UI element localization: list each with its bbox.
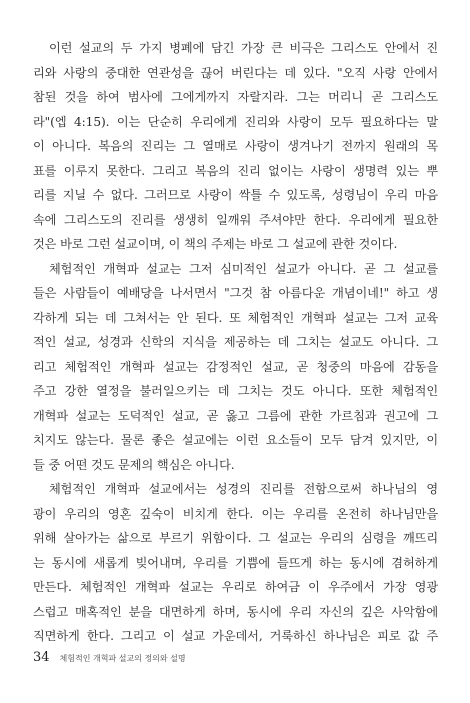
paragraph-3-line-1: 체험적인 개혁파 설교에서는 성경의 진리를 전함으로써 하나님의 영 [49,482,438,496]
paragraph-1-line-7: 리를 지닐 수 없다. 그러므로 사랑이 싹틀 수 있도록, 성령님이 우리 마음 [33,188,438,202]
paragraph-1-line-9: 것은 바로 그런 설교이며, 이 책의 주제는 바로 그 설교에 관한 것이다. [33,237,398,251]
paragraph-2-line-9: 들 중 어떤 것도 문제의 핵심은 아니다. [33,457,235,472]
paragraph-2-line-5: 리고 체험적인 개혁파 설교는 감정적인 설교, 곧 청중의 마음에 감동을 [33,359,438,374]
paragraph-1-line-6: 표를 이루지 못한다. 그리고 복음의 진리 없이는 사랑이 생명력 있는 뿌 [33,163,438,178]
paragraph-2-line-8: 치지도 않는다. 물론 좋은 설교에는 이런 요소들이 모두 담겨 있지만, 이 [33,433,438,447]
page-number: 34 [33,650,50,665]
page-footer [33,650,186,670]
paragraph-3-line-6: 스럽고 매혹적인 분을 대면하게 하며, 동시에 우리 자신의 깊은 사악함에 [33,604,438,619]
paragraph-3-line-7: 직면하게 한다. 그리고 이 설교 가운데서, 거룩하신 하나님은 피로 값 주 [33,629,438,643]
paragraph-2-line-2: 들은 사람들이 예배당을 나서면서 "그것 참 아름다운 개념이네!" 하고 생 [33,286,438,300]
paragraph-1-line-5: 이 아니다. 복음의 진리는 그 열매로 사랑이 생겨나기 전까지 원래의 목 [33,139,438,153]
running-title: 체험적인 개혁파 설교의 정의와 설명 [59,654,186,663]
paragraph-2-line-3: 각하게 되는 데 그쳐서는 안 된다. 또 체험적인 개혁파 설교는 그저 교육 [33,310,438,325]
paragraph-2-line-1: 체험적인 개혁파 설교는 그저 심미적인 설교가 아니다. 곧 그 설교를 [49,261,438,276]
paragraph-2-line-4: 적인 설교, 성경과 신학의 지식을 제공하는 데 그치는 설교도 아니다. 그 [33,335,438,349]
paragraph-2-line-7: 개혁파 설교는 도덕적인 설교, 곧 옳고 그름에 관한 가르침과 권고에 그 [33,408,438,423]
paragraph-1-line-8: 속에 그리스도의 진리를 생생히 일깨워 주셔야만 한다. 우리에게 필요한 [33,212,438,227]
paragraph-3-line-3: 위해 살아가는 삶으로 부르기 위함이다. 그 설교는 우리의 심령을 깨뜨리 [33,531,438,545]
paragraph-1-line-2: 리와 사랑의 중대한 연관성을 끊어 버린다는 데 있다. "오직 사랑 안에서 [33,65,438,80]
body-text [33,36,438,649]
paragraph-1-line-1: 이런 설교의 두 가지 병폐에 담긴 가장 큰 비극은 그리스도 안에서 진 [49,41,438,55]
paragraph-1-line-3: 참된 것을 하여 범사에 그에게까지 자랄지라. 그는 머리니 곧 그리스도 [33,90,438,104]
paragraph-1-line-4: 라"(엡 4:15). 이는 단순히 우리에게 진리와 사랑이 모두 필요하다는 말 [33,114,438,129]
paragraph-3-line-2: 광이 우리의 영혼 깊숙이 비치게 한다. 이는 우리를 온전히 하나님만을 [33,506,438,521]
paragraph-3-line-4: 는 동시에 새롭게 빚어내며, 우리를 기쁨에 들뜨게 하는 동시에 겸허하게 [33,555,438,570]
paragraph-3-line-5: 만든다. 체험적인 개혁파 설교는 우리로 하여금 이 우주에서 가장 영광 [33,580,438,594]
paragraph-2-line-6: 주고 강한 열정을 불러일으키는 데 그치는 것도 아니다. 또한 체험적인 [33,384,438,398]
